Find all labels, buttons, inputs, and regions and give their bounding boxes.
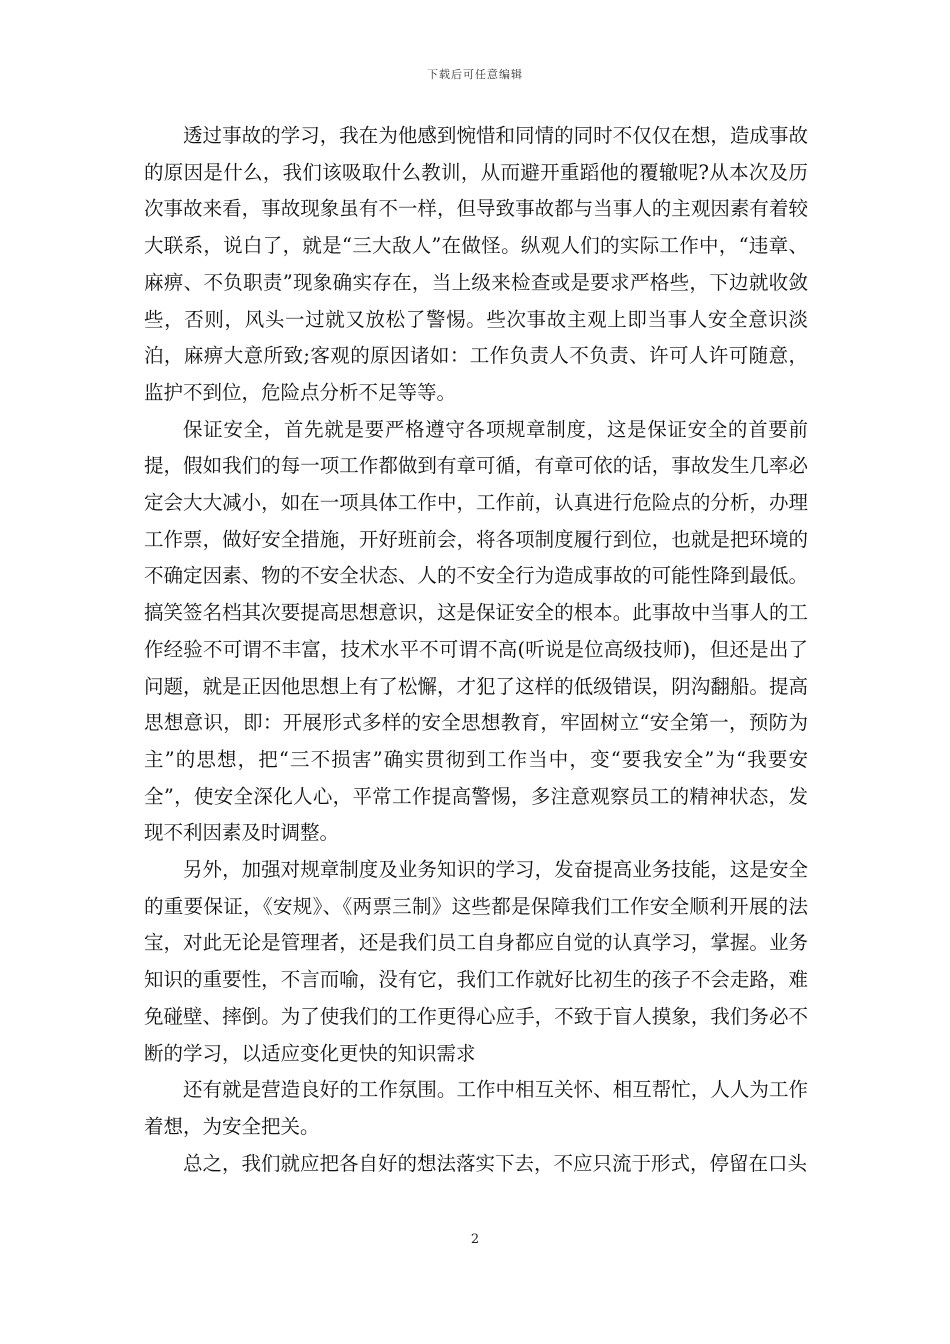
paragraph-accident-causes: 透过事故的学习，我在为他感到惋惜和同情的同时不仅仅在想，造成事故的原因是什么，我们该吸取什么教训，从而避开重蹈他的覆辙呢?从本次及历次事故来看，事故现象虽有不一样，但导致事故都与当事人的主观因素有着较大联系，说白了，就是“三大敌人”在做怪。纵观人们的实际工作中，“违章、麻痹、不负职责”现象确实存在，当上级来检查或是要求严格些，下边就收敛些，否则，风头一过就又放松了警惕。些次事故主观上即当事人安全意识淡泊，麻痹大意所致;客观的原因诸如：工作负责人不负责、许可人许可随意，监护不到位，危险点分析不足等等。 bbox=[144, 124, 808, 404]
paragraph-conclusion: 总之，我们就应把各自好的想法落实下去，不应只流于形式，停留在口头 bbox=[183, 1151, 808, 1175]
paragraph-ensure-safety: 保证安全，首先就是要严格遵守各项规章制度，这是保证安全的首要前提，假如我们的每一项工作都做到有章可循，有章可依的话，事故发生几率必定会大大减小，如在一项具体工作中，工作前，认真进行危险点的分析，办理工作票，做好安全措施，开好班前会，将各项制度履行到位，也就是把环境的不确定因素、物的不安全状态、人的不安全行为造成事故的可能性降到最低。搞笑签名档其次要提高思想意识，这是保证安全的根本。此事故中当事人的工作经验不可谓不丰富，技术水平不可谓不高(听说是位高级技师)，但还是出了问题，就是正因他思想上有了松懈，才犯了这样的低级错误，阴沟翻船。提高思想意识，即：开展形式多样的安全思想教育，牢固树立“安全第一，预防为主”的思想，把“三不损害”确实贯彻到工作当中，变“要我安全”为“我要安全”，使安全深化人心，平常工作提高警惕，多注意观察员工的精神状态，发现不利因素及时调整。 bbox=[144, 417, 808, 845]
document-body bbox=[144, 118, 808, 1182]
page-header: 下载后可任意编辑 bbox=[427, 68, 523, 81]
paragraph-study-regulations: 另外，加强对规章制度及业务知识的学习，发奋提高业务技能，这是安全的重要保证，《安规》、《两票三制》这些都是保障我们工作安全顺利开展的法宝，对此无论是管理者，还是我们员工自身都应自觉的认真学习，掌握。业务知识的重要性，不言而喻，没有它，我们工作就好比初生的孩子不会走路，难免碰壁、摔倒。为了使我们的工作更得心应手，不致于盲人摸象，我们务必不断的学习，以适应变化更快的知识需求 bbox=[144, 858, 808, 1065]
paragraph-work-atmosphere: 还有就是营造良好的工作氛围。工作中相互关怀、相互帮忙，人人为工作着想，为安全把关。 bbox=[144, 1078, 808, 1138]
page-number: 2 bbox=[470, 1232, 480, 1247]
